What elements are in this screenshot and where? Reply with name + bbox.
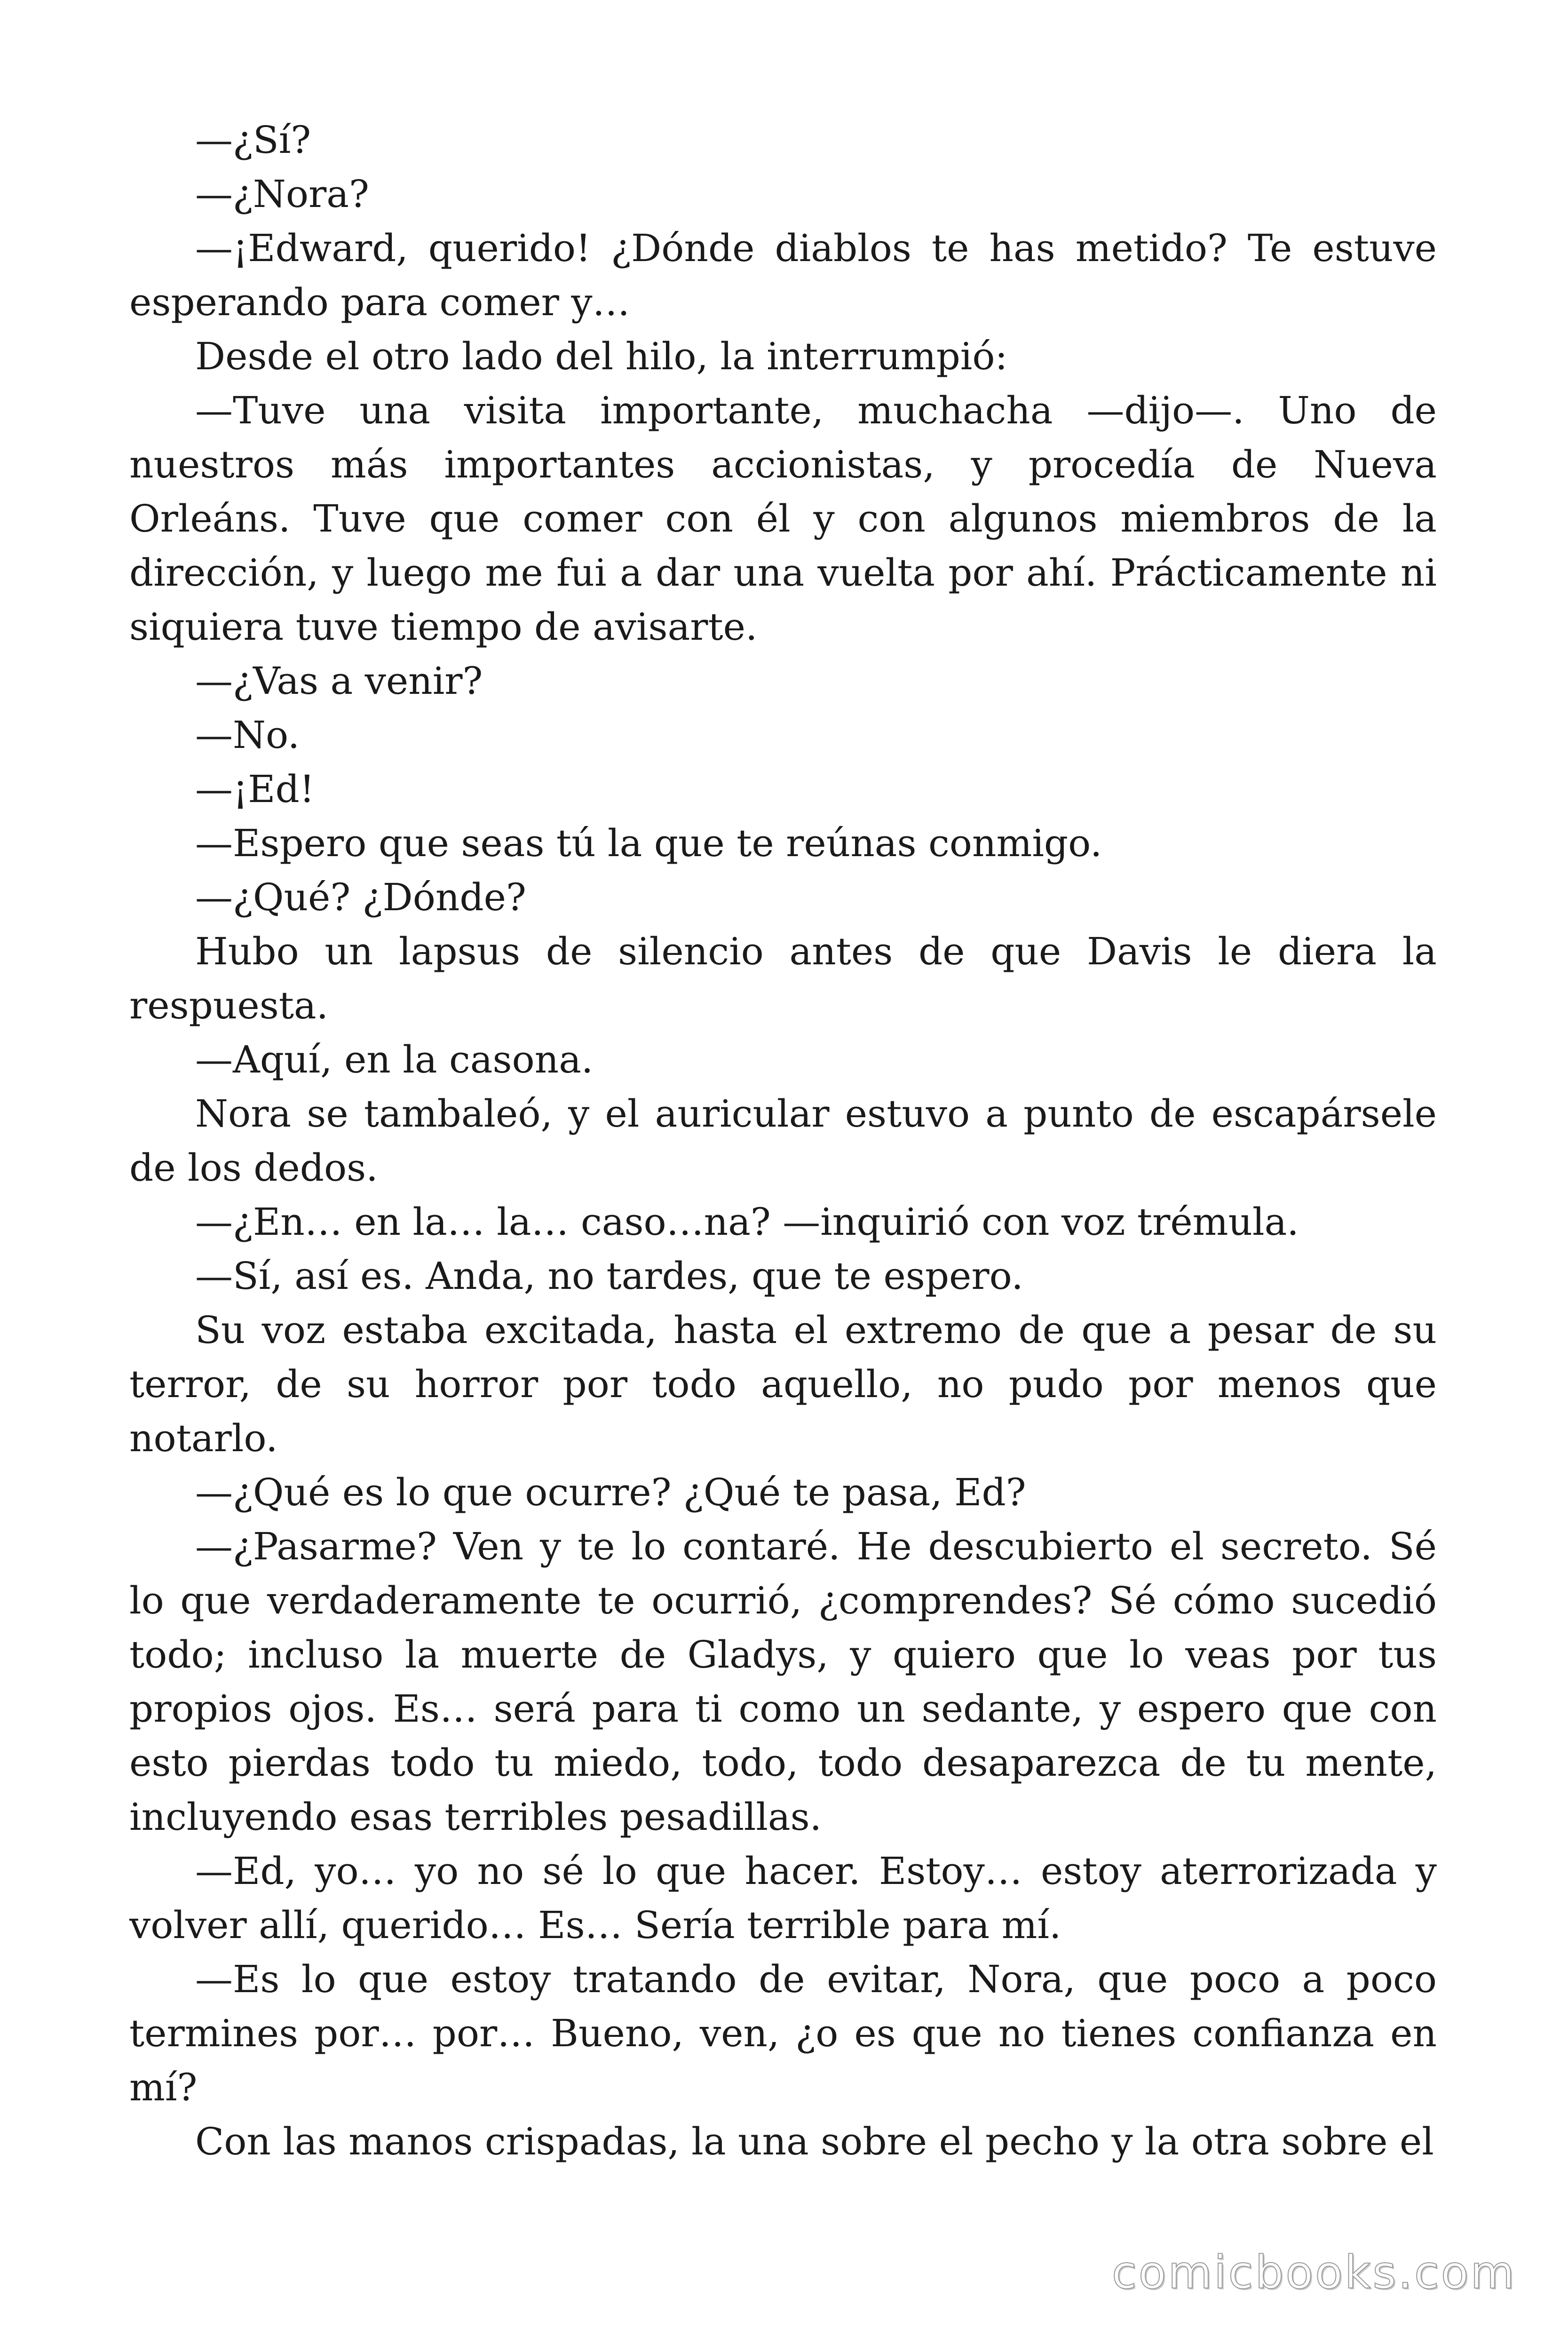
paragraph: —¿Qué? ¿Dónde? <box>195 875 526 919</box>
paragraph: —¿Vas a venir? <box>195 659 483 703</box>
paragraph: Hubo un lapsus de silencio antes de que Davis le diera la respuesta. <box>129 930 1437 1027</box>
paragraph: —¡Ed! <box>195 767 315 811</box>
paragraph: Desde el otro lado del hilo, la interrumpió: <box>195 334 1008 378</box>
paragraph: —Aquí, en la casona. <box>195 1038 594 1081</box>
paragraph: —Espero que seas tú la que te reúnas conmigo. <box>195 821 1102 865</box>
paragraph: —Sí, así es. Anda, no tardes, que te espero. <box>195 1254 1023 1298</box>
body-text <box>129 113 1437 2169</box>
paragraph: —Ed, yo… yo no sé lo que hacer. Estoy… estoy aterrorizada y volver allí, querido… Es… Sería terrible para mí. <box>129 1849 1437 1947</box>
paragraph: —¿Qué es lo que ocurre? ¿Qué te pasa, Ed? <box>195 1470 1026 1514</box>
paragraph: —¿Nora? <box>195 172 369 216</box>
paragraph: Con las manos crispadas, la una sobre el pecho y la otra sobre el <box>195 2120 1434 2163</box>
paragraph: —No. <box>195 713 300 757</box>
watermark: comicbooks.com <box>1111 2246 1516 2299</box>
paragraph: Nora se tambaleó, y el auricular estuvo a punto de escapársele de los dedos. <box>129 1092 1437 1190</box>
paragraph: —¿Sí? <box>195 118 311 162</box>
paragraph: —¡Edward, querido! ¿Dónde diablos te has metido? Te estuve esperando para comer y… <box>129 226 1437 324</box>
paragraph: Su voz estaba excitada, hasta el extremo de que a pesar de su terror, de su horror por todo aquello, no pudo por menos que notarlo. <box>129 1308 1437 1460</box>
paragraph: —¿Pasarme? Ven y te lo contaré. He descubierto el secreto. Sé lo que verdaderamente te ocurrió, ¿comprendes? Sé cómo sucedió todo; incluso la muerte de Gladys, y quiero que lo veas por tus propios ojos. Es… será para ti como un sedante, y espero que con esto pierdas todo tu miedo, todo, todo desaparezca de tu mente, incluyendo esas terribles pesadillas. <box>129 1525 1437 1839</box>
paragraph: —¿En… en la… la… caso…na? —inquirió con voz trémula. <box>195 1200 1299 1244</box>
paragraph: —Es lo que estoy tratando de evitar, Nora, que poco a poco termines por… por… Bueno, ven, ¿o es que no tienes confianza en mí? <box>129 1957 1437 2109</box>
paragraph: —Tuve una visita importante, muchacha —dijo—. Uno de nuestros más importantes accionistas, y procedía de Nueva Orleáns. Tuve que comer con él y con algunos miembros de la dirección, y luego me fui a dar una vuelta por ahí. Prácticamente ni siquiera tuve tiempo de avisarte. <box>129 389 1437 649</box>
